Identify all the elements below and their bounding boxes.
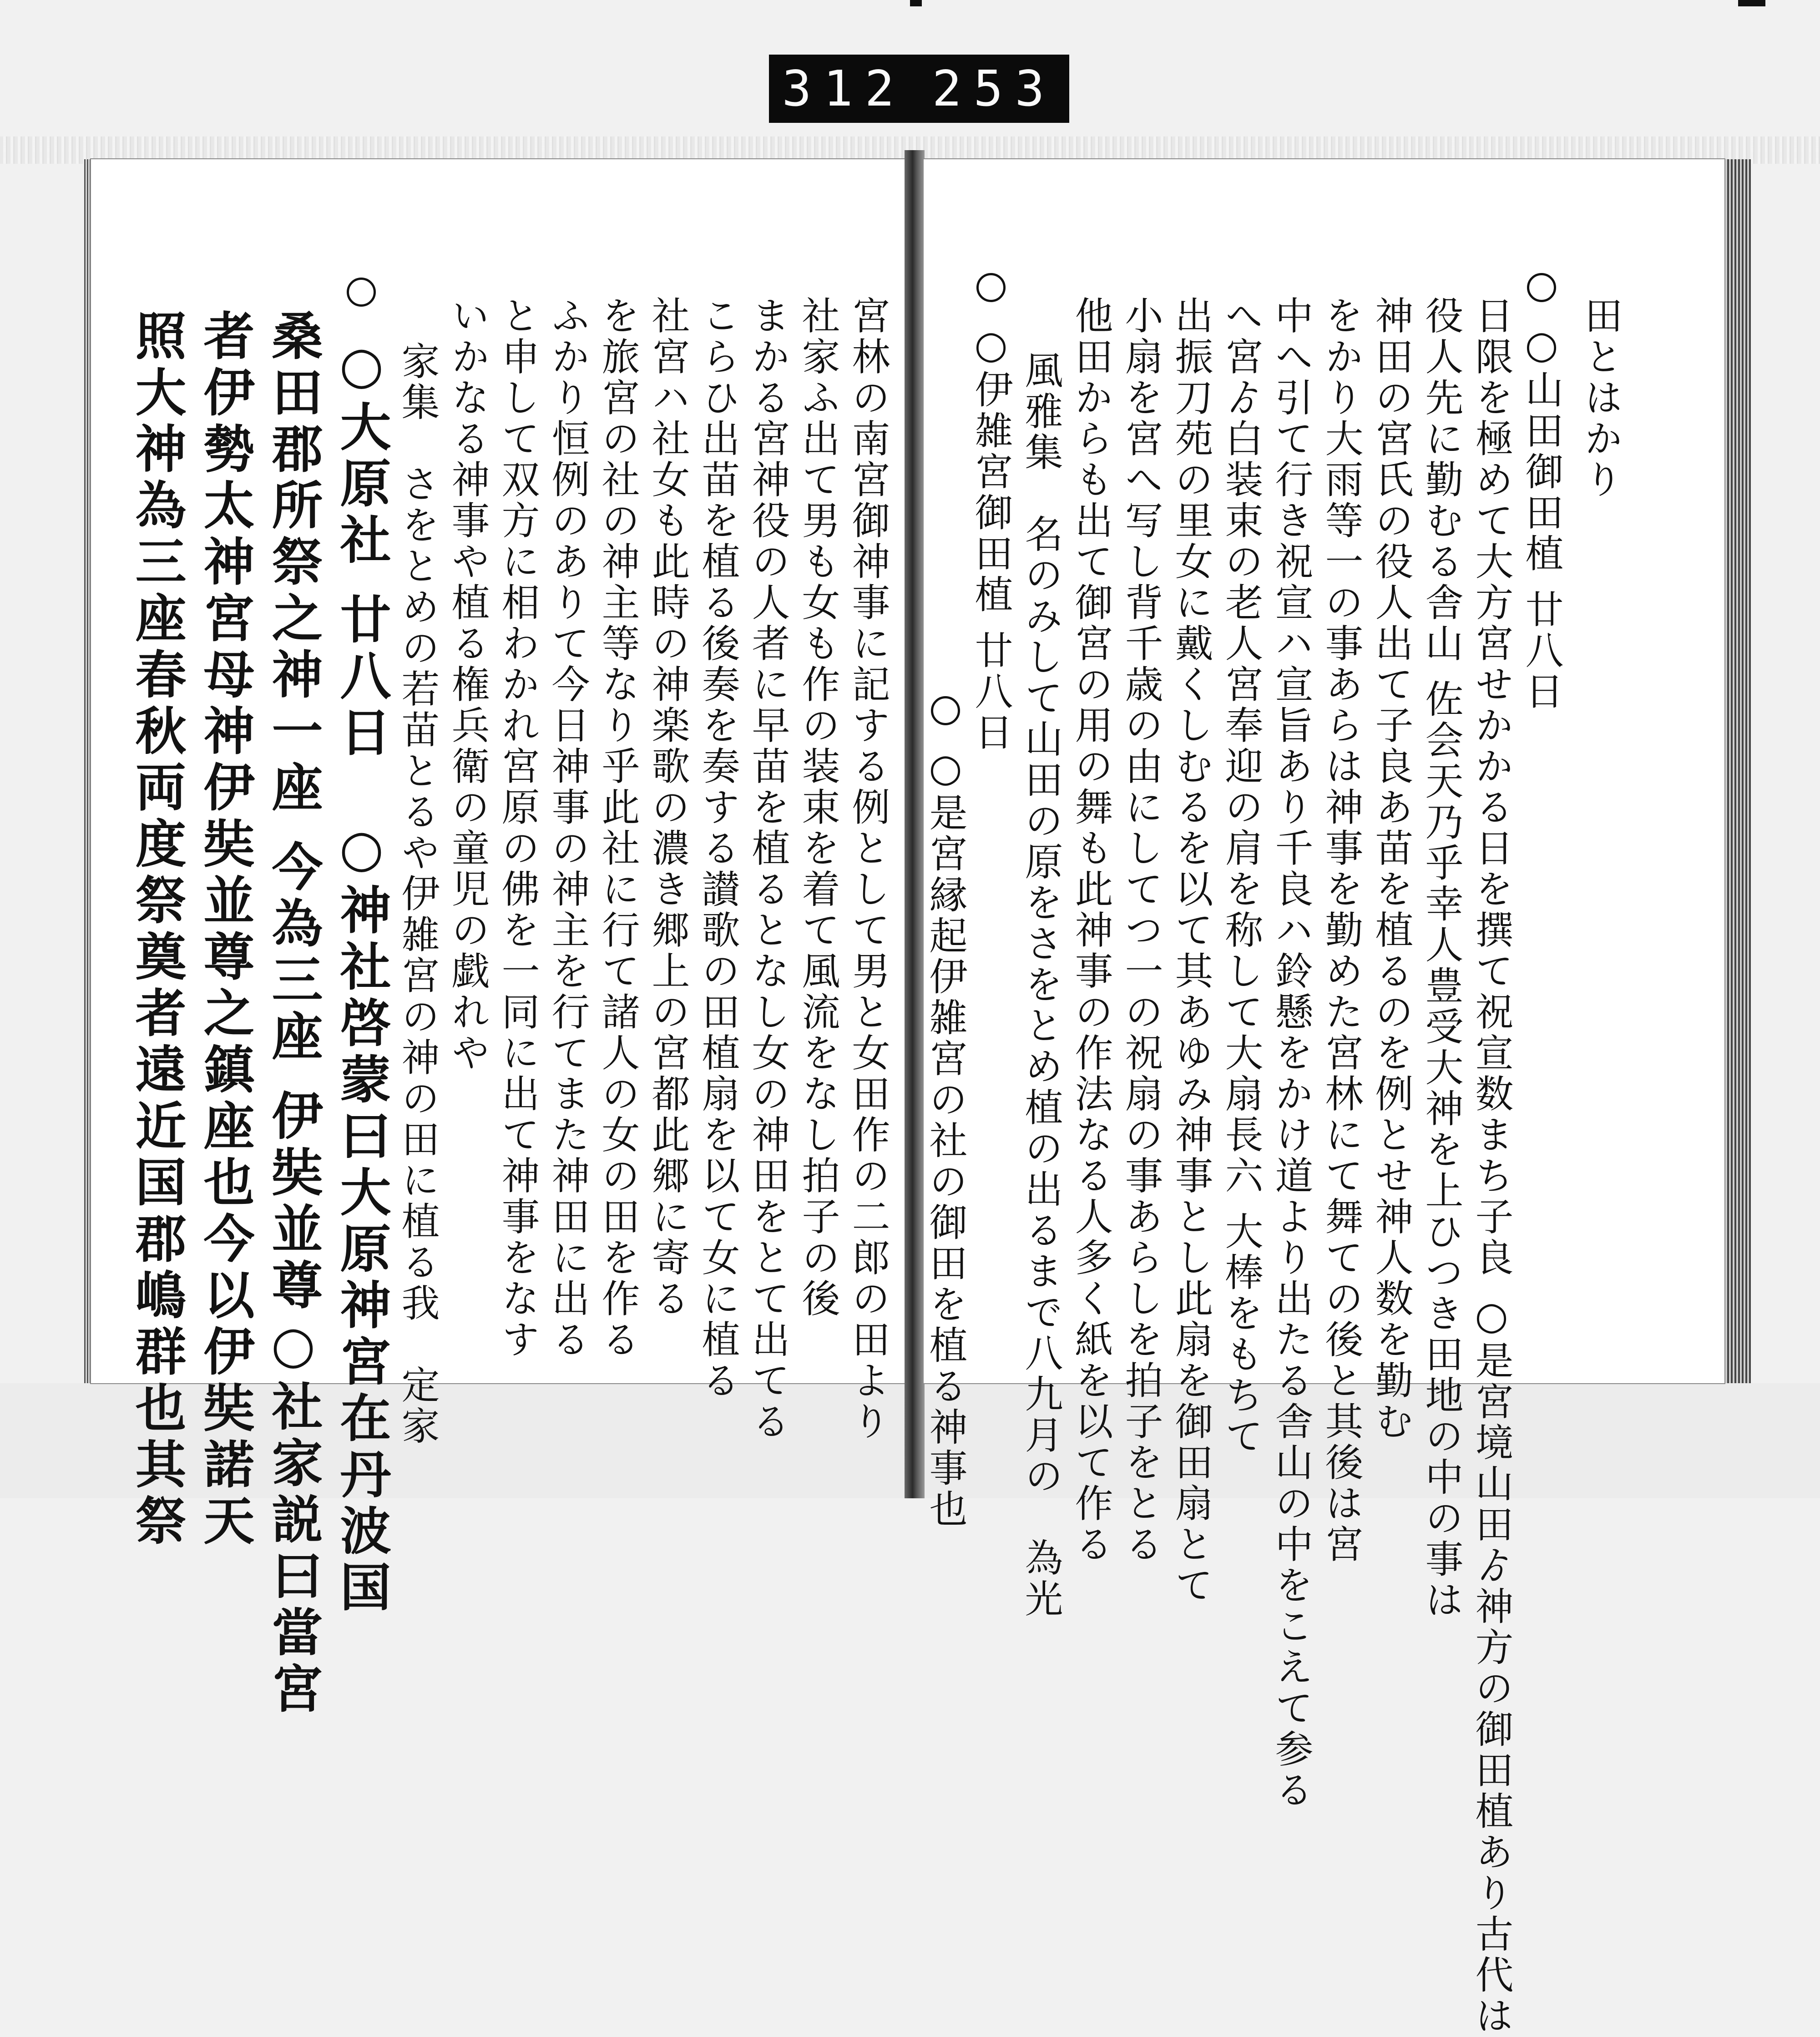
text-column: 社宮ハ社女も此時の神楽歌の濃き郷上の宮都此郷に寄る xyxy=(646,296,690,1319)
text-column: と申して双方に相わかれ宮原の佛を一同に出て神事をなす xyxy=(495,296,540,1360)
text-column: 照大神為三座春秋両度祭奠者遠近国郡嶋群也其祭 xyxy=(127,309,187,1551)
text-column: 者伊勢太神宮母神伊奘並尊之鎮座也今以伊奘諾天 xyxy=(195,309,255,1551)
text-column: ○山田御田植 廿八日 xyxy=(1519,322,1564,713)
archive-label xyxy=(769,55,1069,123)
section-heading-column xyxy=(332,278,391,1617)
text-column: ○大原社 廿八日 ○神社啓蒙曰大原神宮在丹波国 xyxy=(332,335,391,1617)
section-marker-circle xyxy=(976,273,1006,302)
right-page xyxy=(923,159,1724,2037)
text-column: ふかり恒例のありて今日神事の神主を行てまた神田に出る xyxy=(546,296,590,1360)
book-spine xyxy=(905,150,925,1498)
section-heading-column xyxy=(969,273,1013,753)
book-edge-right xyxy=(1724,159,1751,1383)
section-marker-circle xyxy=(347,278,376,307)
text-column: 社家ふ出て男も女も作の装束を着て風流をなし拍子の後 xyxy=(796,296,840,1319)
text-column: へ宮ゟ白装束の老人宮奉迎の肩を称して大扇長六 大棒をもちて xyxy=(1219,296,1264,1457)
text-column: 中へ引て行き祝宣ハ宣旨あり千良ハ鈴懸をかけ道より出たる舎山の中をこえて参る xyxy=(1269,296,1314,1811)
left-page xyxy=(91,159,905,1719)
text-column: を旅宮の社の神主等なり乎此社に行て諸人の女の田を作る xyxy=(596,296,640,1360)
text-column: をかり大雨等一の事あらは神事を勤めた宮林にて舞ての後と其後は宮 xyxy=(1319,296,1364,1565)
text-column: ○伊雑宮御田植 廿八日 xyxy=(969,322,1013,753)
section-marker-circle xyxy=(931,696,960,725)
section-marker-circle xyxy=(1527,273,1556,302)
text-column: 桑田郡所祭之神一座 今為三座 伊奘並尊○社家説曰當宮 xyxy=(263,309,323,1719)
text-column: 役人先に勤むる舎山 佐会天乃乎幸人豊受大神を上ひつき田地の中の事は xyxy=(1419,296,1464,1621)
text-column: 出振刀苑の里女に戴くしむるを以て其あゆみ神事とし此扇を御田扇とて xyxy=(1169,296,1213,1606)
archive-number-right: 253 xyxy=(932,60,1057,117)
section-heading-column xyxy=(923,696,968,1530)
text-column: 小扇を宮へ写し背千歳の由にしてつ一の祝扇の事あらしを拍子をとる xyxy=(1119,296,1163,1565)
text-column: 田とはかり xyxy=(1578,296,1623,500)
scan-mark xyxy=(910,0,922,6)
section-heading-column xyxy=(1519,273,1564,713)
text-column: 風雅集 名のみして山田の原をさをとめ植の出るまで八九月の 為光 xyxy=(1019,350,1063,1620)
text-column: いかなる神事や植る権兵衛の童児の戯れや xyxy=(445,296,490,1074)
text-column: まかる宮神役の人者に早苗を植るとなし女の神田をとて出てる xyxy=(746,296,790,1442)
archive-number-left: 312 xyxy=(782,60,906,117)
text-column: 家集 さをとめの若苗とるや伊雑宮の神の田に植る我 定家 xyxy=(395,341,440,1447)
text-column: ○是宮縁起伊雑宮の社の御田を植る神事也 xyxy=(923,745,968,1530)
text-column: 日限を極めて大方宮せかかる日を撰て祝宣数まち子良 ○是宮境山田ゟ神方の御田植あり古代は xyxy=(1469,296,1514,2037)
scan-mark xyxy=(1738,0,1765,6)
text-column: 神田の宮氏の役人出て子良あ苗を植るのを例とせ神人数を勤む xyxy=(1369,296,1414,1442)
text-column: こらひ出苗を植る後奏を奏する讃歌の田植扇を以て女に植る xyxy=(696,296,740,1401)
text-column: 他田からも出て御宮の用の舞も此神事の作法なる人多く紙を以て作る xyxy=(1069,296,1113,1565)
text-column: 宮林の南宮御神事に記する例として男と女田作の二郎の田より xyxy=(846,296,890,1442)
